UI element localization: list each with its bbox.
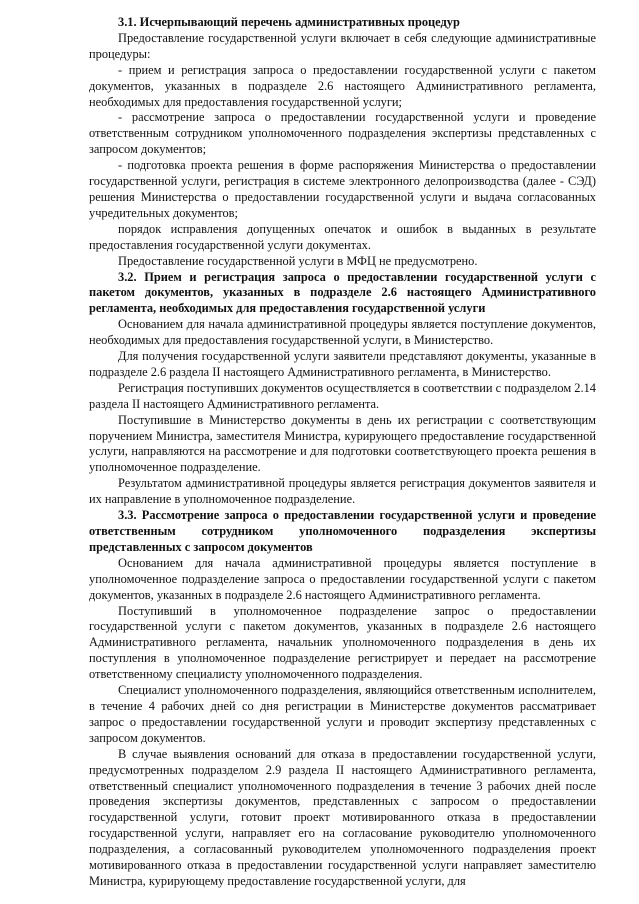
paragraph: Регистрация поступивших документов осуществляется в соответствии с подразделом 2.14 раздела II настоящего Административного регламента. — [89, 380, 596, 411]
section-3-2-title: 3.2. Прием и регистрация запроса о предоставлении государственной услуги с пакетом документов, указанных в подразделе 2.6 настоящего Административного регламента, необходимых для предоставления государственной услуги — [89, 269, 596, 316]
paragraph: Результатом административной процедуры является регистрация документов заявителя и их направление в уполномоченное подразделение. — [89, 476, 596, 507]
paragraph: Основанием для начала административной процедуры является поступление в уполномоченное подразделение запроса о предоставлении государственной услуги с пакетом документов, указанных в подразделе 2.6 настоящего Административного регламента. — [89, 555, 596, 602]
list-item: - прием и регистрация запроса о предоставлении государственной услуги с пакетом документов, указанных в подразделе 2.6 настоящего Административного регламента, необходимых для предоставления государственной услуги; — [89, 62, 596, 109]
section-3-1-title: 3.1. Исчерпывающий перечень административных процедур — [118, 15, 460, 29]
section-3-3-title: 3.3. Рассмотрение запроса о предоставлении государственной услуги и проведение ответственным сотрудником уполномоченного подразделения экспертизы представленных с запросом документов — [89, 508, 596, 554]
list-item: - рассмотрение запроса о предоставлении государственной услуги и проведение ответственным сотрудником уполномоченного подразделения экспертизы представленных с запросом документов; — [89, 110, 596, 157]
paragraph: Предоставление государственной услуги включает в себя следующие административные процедуры: — [89, 30, 596, 61]
list-item: порядок исправления допущенных опечаток и ошибок в выданных в результате предоставления государственной услуги документах. — [89, 221, 596, 252]
paragraph: Поступивший в уполномоченное подразделение запрос о предоставлении государственной услуги с пакетом документов, указанных в подразделе 2.6 настоящего Административного регламента, начальник уполномоченного подразделения в день их поступления в уполномоченное подразделение регистрирует и передает на рассмотрение ответственному специалисту уполномоченного подразделения. — [89, 603, 596, 682]
list-item: - подготовка проекта решения в форме распоряжения Министерства о предоставлении государственной услуги, регистрация в системе электронного делопроизводства (далее - СЭД) решения Министерства о предоставлении государственной услуги и выдача согласованных учредительных документов; — [89, 158, 596, 220]
paragraph: Поступившие в Министерство документы в день их регистрации с соответствующим поручением Министра, заместителя Министра, курирующего предоставление государственной услуги, направляются на рассмотрение и для подготовки соответствующего проекта решения в уполномоченное подразделение. — [89, 412, 596, 475]
paragraph: Специалист уполномоченного подразделения, являющийся ответственным исполнителем, в течение 4 рабочих дней со дня регистрации в Министерстве документов рассматривает запрос о предоставлении государственной услуги и проводит экспертизу представленных с запросом документов. — [89, 683, 596, 745]
paragraph: Предоставление государственной услуги в МФЦ не предусмотрено. — [118, 253, 478, 268]
paragraph: Для получения государственной услуги заявители представляют документы, указанные в подразделе 2.6 раздела II настоящего Административного регламента, в Министерство. — [89, 349, 596, 379]
document-body — [89, 15, 596, 890]
paragraph: Основанием для начала административной процедуры является поступление документов, необходимых для предоставления государственной услуги, в Министерство. — [89, 317, 596, 348]
paragraph: В случае выявления оснований для отказа в предоставлении государственной услуги, предусмотренных подразделом 2.9 раздела II настоящего Административного регламента, ответственный специалист уполномоченного подразделения в течение 3 рабочих дней после проведения экспертизы документов, представленных с запросом о предоставлении государственной услуги, готовит проект мотивированного отказа в предоставлении государственной услуги, направляет его на согласование руководителю уполномоченного подразделения, а согласованный руководителем уполномоченного подразделения проект мотивированного отказа в предоставлении государственной услуги направляет заместителю Министра, курирующему предоставление государственной услуги, для — [89, 746, 596, 888]
